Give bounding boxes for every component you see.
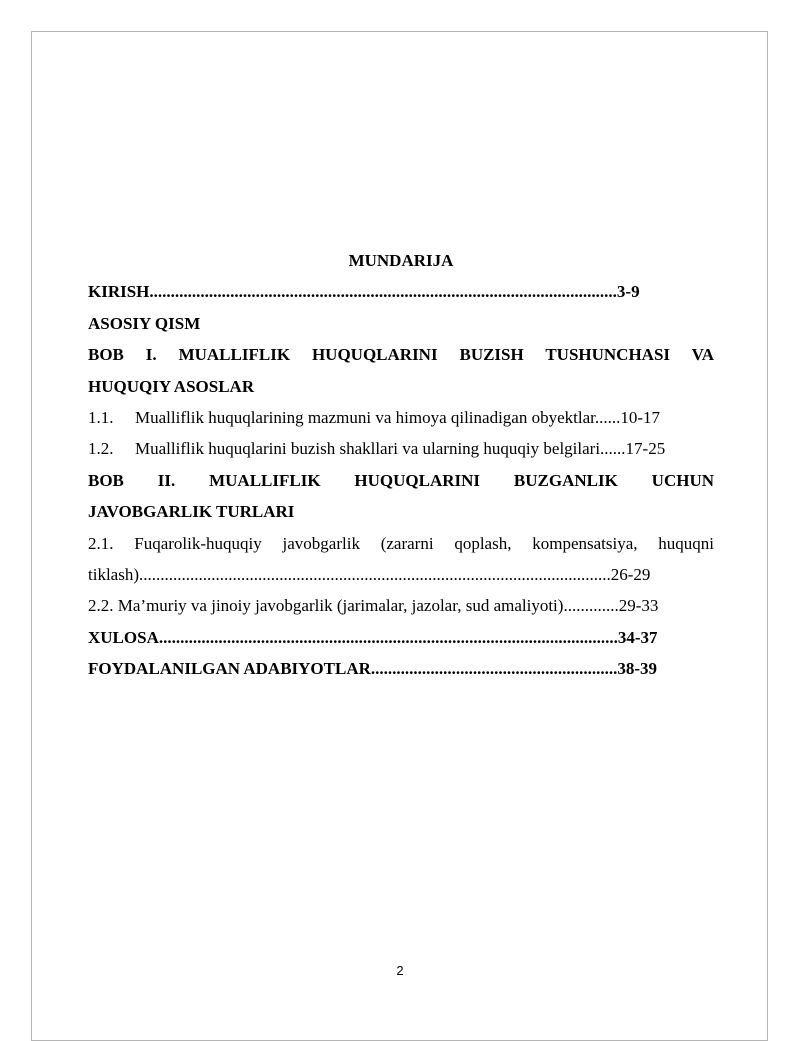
toc-entry-number: 1.2. xyxy=(88,439,114,459)
toc-entry-bob1-line2: HUQUQIY ASOSLAR xyxy=(88,376,255,396)
toc-entry-1-2 xyxy=(88,433,714,464)
toc-entry-asosiy-qism: ASOSIY QISM xyxy=(88,313,201,333)
toc-entry-bob2-line1: BOB II. MUALLIFLIK HUQUQLARINI BUZGANLIK UCHUN xyxy=(88,470,714,490)
page-number: 2 xyxy=(396,963,404,978)
toc-title: MUNDARIJA xyxy=(348,251,454,270)
toc-entry-text: Mualliflik huquqlarining mazmuni va himoya qilinadigan obyektlar......10-17 xyxy=(135,408,661,428)
toc-entry-bob1-line1: BOB I. MUALLIFLIK HUQUQLARINI BUZISH TUSHUNCHASI VA xyxy=(88,345,714,365)
toc-entry-1-1 xyxy=(88,402,714,433)
toc-entry-bob2-line2: JAVOBGARLIK TURLARI xyxy=(88,502,295,522)
toc-entry-number: 1.1. xyxy=(88,408,114,428)
toc-entry-kirish: KIRISH..............................................................................................................3-9 xyxy=(88,282,640,302)
toc-entry-foydalanilgan: FOYDALANILGAN ADABIYOTLAR..........................................................38-39 xyxy=(88,659,658,679)
toc-entry-text: Mualliflik huquqlarini buzish shakllari va ularning huquqiy belgilari......17-25 xyxy=(135,439,666,459)
table-of-contents xyxy=(88,245,714,685)
toc-entry-2-1-line1: 2.1. Fuqarolik-huquqiy javobgarlik (zararni qoplash, kompensatsiya, huquqni xyxy=(88,533,714,553)
toc-entry-xulosa: XULOSA............................................................................................................34-37 xyxy=(88,627,658,647)
toc-entry-2-2: 2.2. Ma’muriy va jinoiy javobgarlik (jarimalar, jazolar, sud amaliyoti).............29-33 xyxy=(88,596,659,616)
toc-entry-2-1-line2: tiklash)...............................................................................................................26-29 xyxy=(88,565,651,585)
